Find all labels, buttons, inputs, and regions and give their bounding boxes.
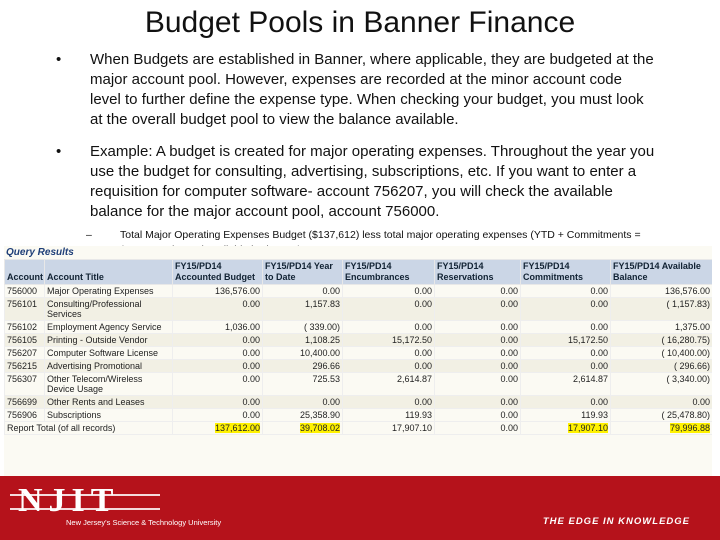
- total-encumbrances-cell: 17,907.10: [343, 422, 435, 435]
- table-cell-ytd: 0.00: [263, 396, 343, 409]
- table-cell-account: 756000: [5, 285, 45, 298]
- table-cell-title: Employment Agency Service: [45, 321, 173, 334]
- table-cell-res: 0.00: [435, 285, 521, 298]
- col-header-account-title: Account Title: [45, 260, 173, 285]
- table-cell-res: 0.00: [435, 334, 521, 347]
- bullet-item: [56, 50, 656, 130]
- table-cell-res: 0.00: [435, 373, 521, 396]
- col-header-account: Account: [5, 260, 45, 285]
- table-cell-budget: 0.00: [173, 409, 263, 422]
- sub-bullet-marker: –: [86, 229, 92, 241]
- table-cell-ytd: 296.66: [263, 360, 343, 373]
- table-cell-avail: 136,576.00: [611, 285, 713, 298]
- footer-banner: [0, 476, 720, 540]
- table-cell-account: 756215: [5, 360, 45, 373]
- table-cell-account: 756699: [5, 396, 45, 409]
- bullet-item: [56, 142, 656, 222]
- table-cell-res: 0.00: [435, 321, 521, 334]
- col-header-available-balance: FY15/PD14 Available Balance: [611, 260, 713, 285]
- table-row: [5, 334, 713, 347]
- table-cell-budget: 0.00: [173, 298, 263, 321]
- table-cell-enc: 15,172.50: [343, 334, 435, 347]
- table-cell-title: Other Telecom/Wireless Device Usage: [45, 373, 173, 396]
- col-header-commitments: FY15/PD14 Commitments: [521, 260, 611, 285]
- table-cell-account: 756207: [5, 347, 45, 360]
- table-cell-ytd: ( 339.00): [263, 321, 343, 334]
- bullet-text: Example: A budget is created for major operating expenses. Throughout the year you use the budget for consulting, advertising, subscriptions, etc. If you want to enter a requisition for computer software- account 756207, you will check the available balance for the major account pool, account 756000.: [90, 143, 655, 220]
- table-cell-title: Major Operating Expenses: [45, 285, 173, 298]
- report-total-label: Report Total (of all records): [5, 422, 173, 435]
- table-cell-enc: 0.00: [343, 321, 435, 334]
- table-cell-account: 756101: [5, 298, 45, 321]
- table-cell-res: 0.00: [435, 298, 521, 321]
- total-commitments-cell: [521, 422, 611, 435]
- table-cell-res: 0.00: [435, 396, 521, 409]
- table-cell-ytd: 1,157.83: [263, 298, 343, 321]
- table-cell-budget: 0.00: [173, 396, 263, 409]
- col-header-ytd: FY15/PD14 Year to Date: [263, 260, 343, 285]
- table-cell-title: Advertising Promotional: [45, 360, 173, 373]
- table-cell-ytd: 0.00: [263, 285, 343, 298]
- table-cell-enc: 0.00: [343, 347, 435, 360]
- table-cell-avail: ( 296.66): [611, 360, 713, 373]
- table-cell-budget: 0.00: [173, 373, 263, 396]
- table-cell-comm: 0.00: [521, 285, 611, 298]
- query-results-title: Query Results: [6, 247, 74, 258]
- table-cell-comm: 0.00: [521, 396, 611, 409]
- table-cell-account: 756307: [5, 373, 45, 396]
- table-cell-comm: 0.00: [521, 321, 611, 334]
- logo-subtitle: New Jersey's Science & Technology University: [66, 518, 222, 527]
- total-budget-cell: [173, 422, 263, 435]
- table-cell-account: 756102: [5, 321, 45, 334]
- col-header-encumbrances: FY15/PD14 Encumbrances: [343, 260, 435, 285]
- table-row: [5, 360, 713, 373]
- table-cell-avail: ( 3,340.00): [611, 373, 713, 396]
- bullet-list: [56, 50, 656, 258]
- total-budget-value: 137,612.00: [214, 423, 260, 433]
- table-cell-enc: 2,614.87: [343, 373, 435, 396]
- table-cell-enc: 119.93: [343, 409, 435, 422]
- table-cell-budget: 0.00: [173, 334, 263, 347]
- query-results-panel: [4, 246, 712, 476]
- total-commitments-value: 17,907.10: [567, 423, 608, 433]
- total-ytd-value: 39,708.02: [299, 423, 340, 433]
- table-cell-comm: 0.00: [521, 298, 611, 321]
- table-cell-budget: 0.00: [173, 360, 263, 373]
- col-header-reservations: FY15/PD14 Reservations: [435, 260, 521, 285]
- table-cell-title: Subscriptions: [45, 409, 173, 422]
- table-row: [5, 347, 713, 360]
- table-cell-account: 756105: [5, 334, 45, 347]
- table-cell-avail: 1,375.00: [611, 321, 713, 334]
- query-results-table: [4, 259, 712, 435]
- table-row: [5, 373, 713, 396]
- slide-title: Budget Pools in Banner Finance: [144, 6, 576, 39]
- table-cell-enc: 0.00: [343, 396, 435, 409]
- table-cell-comm: 119.93: [521, 409, 611, 422]
- table-row: [5, 321, 713, 334]
- table-cell-budget: 0.00: [173, 347, 263, 360]
- table-cell-account: 756906: [5, 409, 45, 422]
- table-cell-res: 0.00: [435, 409, 521, 422]
- table-cell-res: 0.00: [435, 347, 521, 360]
- table-cell-ytd: 1,108.25: [263, 334, 343, 347]
- table-cell-title: Consulting/Professional Services: [45, 298, 173, 321]
- table-cell-enc: 0.00: [343, 360, 435, 373]
- bullet-text: When Budgets are established in Banner, where applicable, they are budgeted at the major account pool. However, expenses are recorded at the minor account code level to further define the expense type. When checking your budget, you must look at the overall budget pool to view the balance available.: [90, 51, 654, 128]
- sub-bullet-text: Total Major Operating Expenses Budget ($137,612) less total major operating expenses (YTD + Commitments =: [120, 229, 641, 241]
- table-cell-ytd: 725.53: [263, 373, 343, 396]
- report-total-row: [5, 422, 713, 435]
- njit-logo: NJIT: [18, 482, 120, 519]
- table-cell-title: Printing - Outside Vendor: [45, 334, 173, 347]
- footer-tagline: THE EDGE IN KNOWLEDGE: [542, 516, 690, 527]
- bullet-marker: •: [56, 51, 62, 68]
- table-cell-avail: ( 10,400.00): [611, 347, 713, 360]
- table-cell-avail: 0.00: [611, 396, 713, 409]
- table-cell-comm: 0.00: [521, 347, 611, 360]
- table-row: [5, 298, 713, 321]
- table-cell-ytd: 10,400.00: [263, 347, 343, 360]
- table-cell-title: Other Rents and Leases: [45, 396, 173, 409]
- total-available-value: 79,996.88: [669, 423, 710, 433]
- table-cell-comm: 0.00: [521, 360, 611, 373]
- table-cell-budget: 1,036.00: [173, 321, 263, 334]
- table-cell-comm: 2,614.87: [521, 373, 611, 396]
- table-cell-avail: ( 16,280.75): [611, 334, 713, 347]
- table-header-row: [5, 260, 713, 285]
- total-ytd-cell: [263, 422, 343, 435]
- bullet-marker: •: [56, 143, 62, 160]
- total-reservations-cell: 0.00: [435, 422, 521, 435]
- table-cell-title: Computer Software License: [45, 347, 173, 360]
- table-cell-ytd: 25,358.90: [263, 409, 343, 422]
- table-cell-avail: ( 25,478.80): [611, 409, 713, 422]
- table-cell-res: 0.00: [435, 360, 521, 373]
- table-row: [5, 396, 713, 409]
- table-cell-enc: 0.00: [343, 298, 435, 321]
- table-cell-budget: 136,576.00: [173, 285, 263, 298]
- col-header-budget: FY15/PD14 Accounted Budget: [173, 260, 263, 285]
- total-available-cell: [611, 422, 713, 435]
- table-cell-avail: ( 1,157.83): [611, 298, 713, 321]
- table-cell-enc: 0.00: [343, 285, 435, 298]
- table-row: [5, 285, 713, 298]
- table-cell-comm: 15,172.50: [521, 334, 611, 347]
- table-row: [5, 409, 713, 422]
